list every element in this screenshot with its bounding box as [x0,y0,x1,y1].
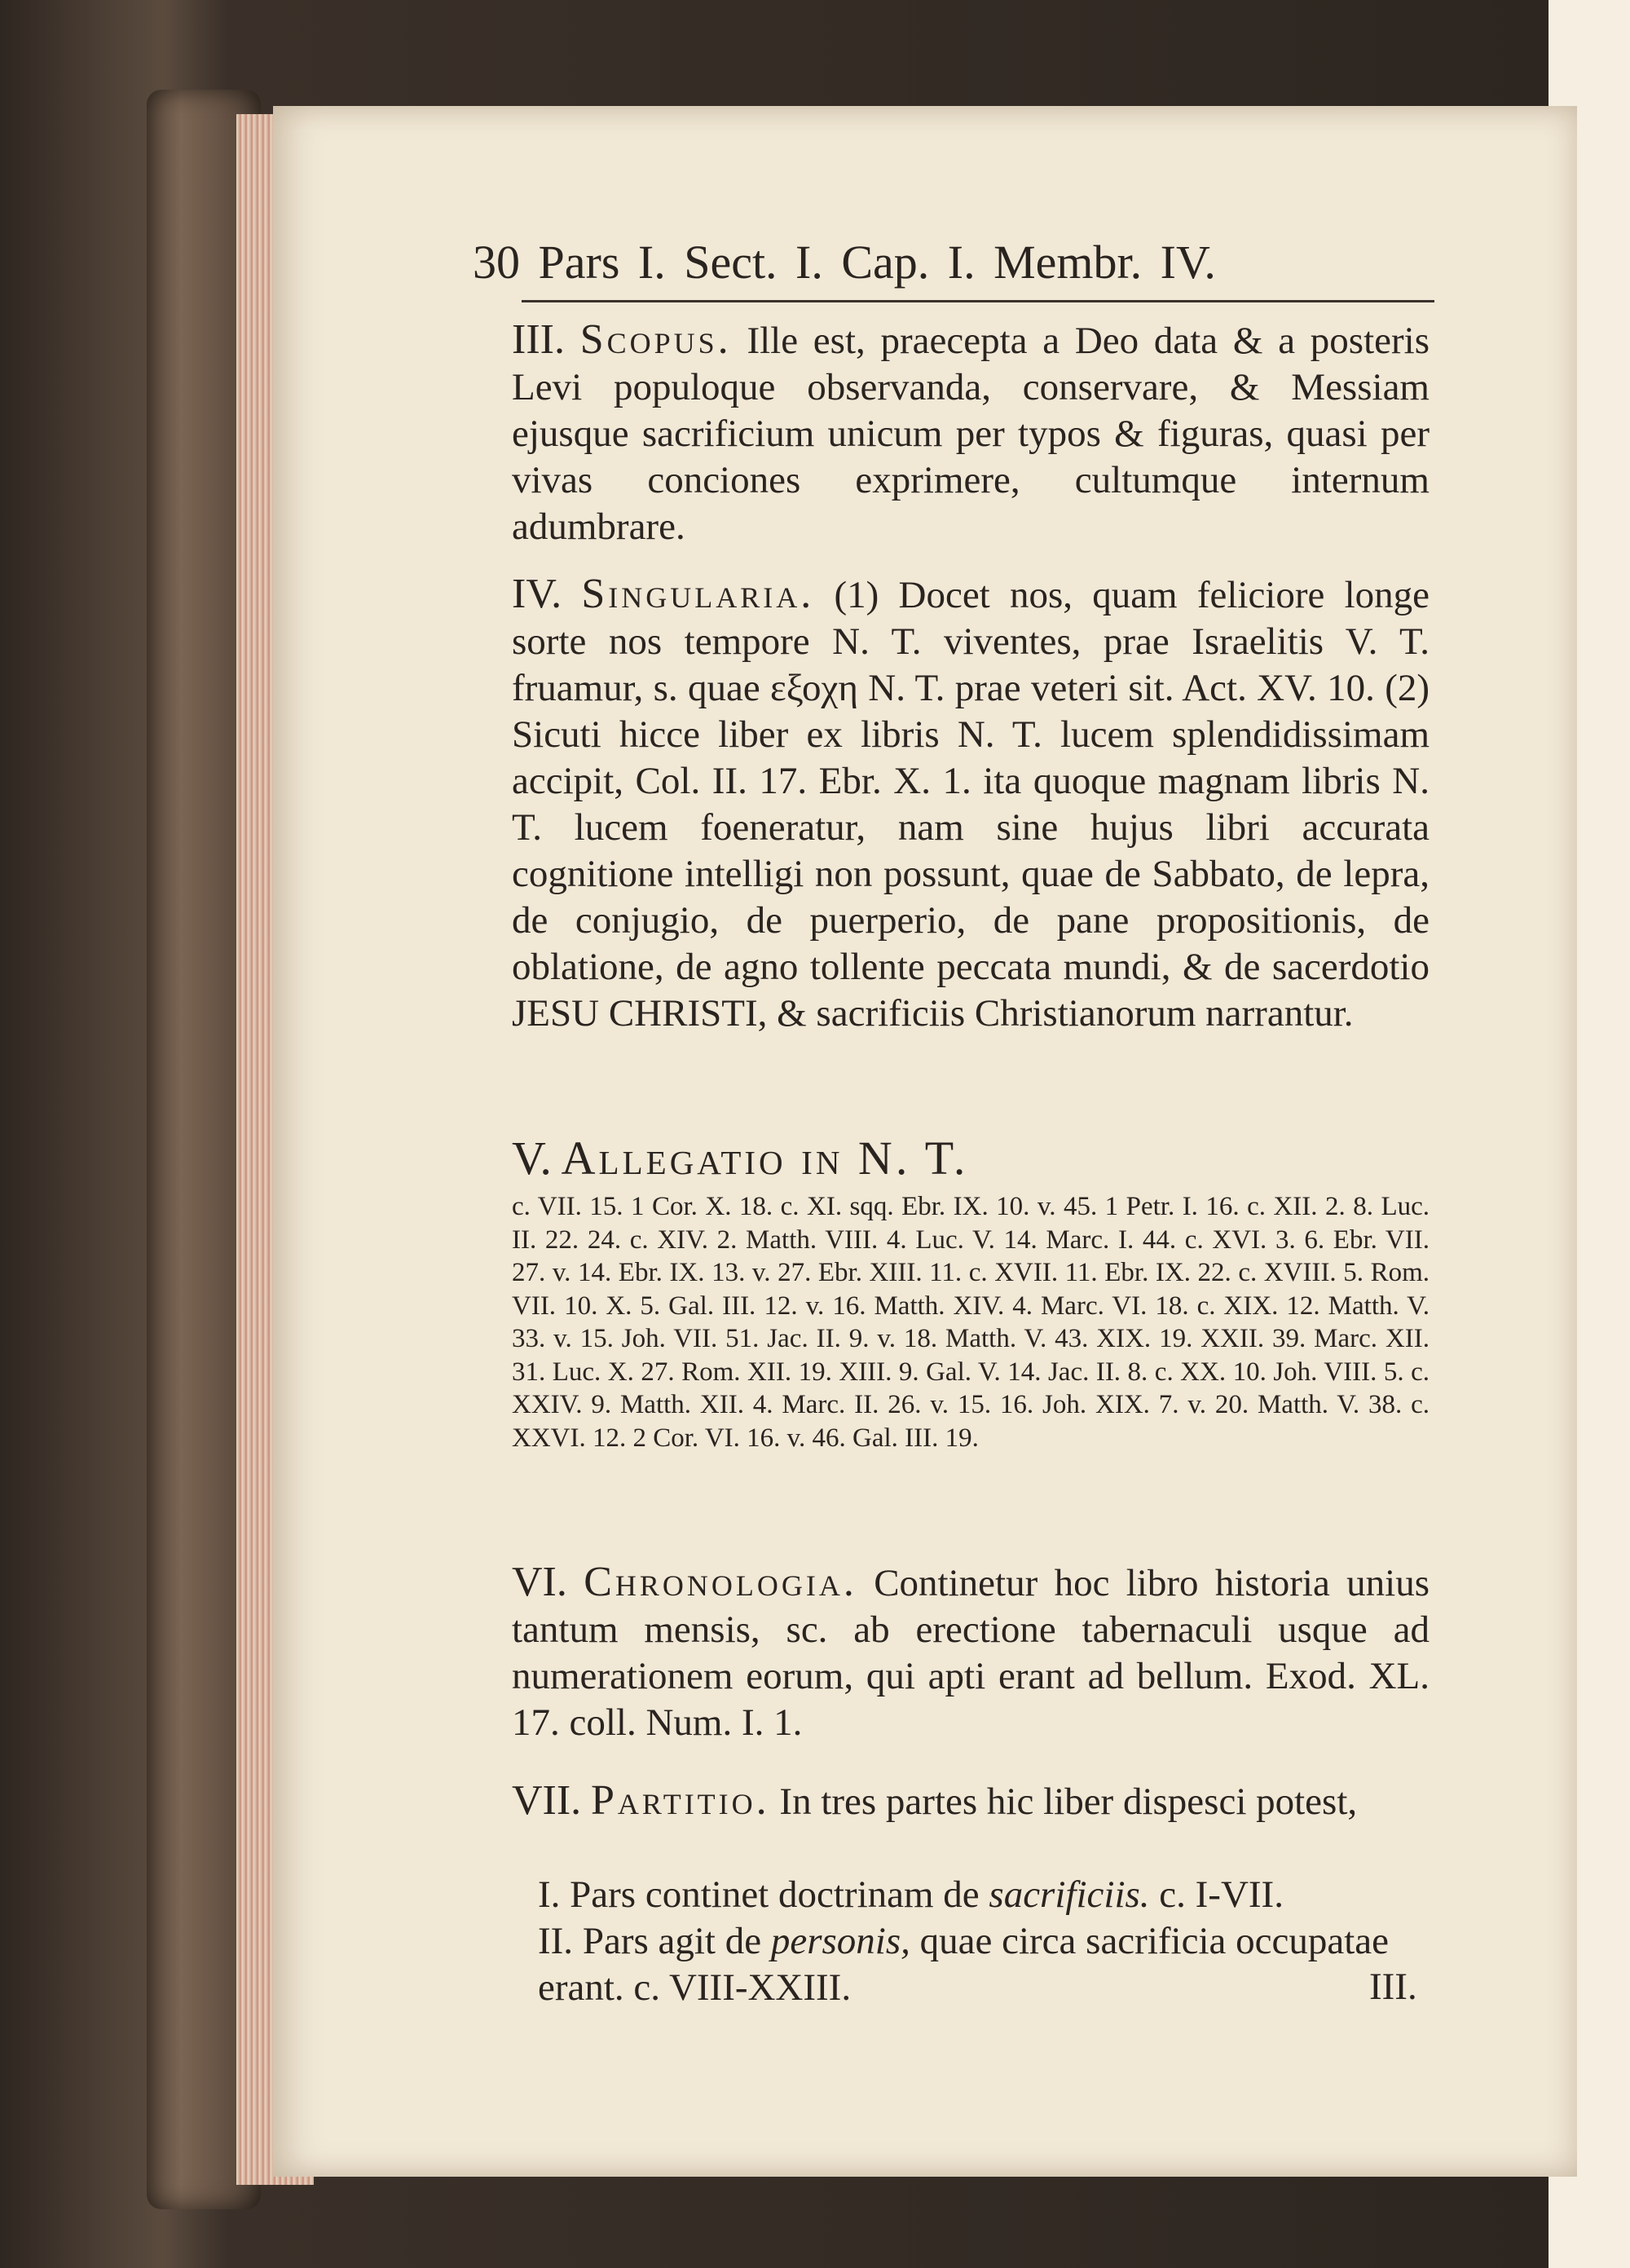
section-allegatio-heading [512,1132,1430,1185]
section-title: Chronologia. [584,1559,857,1605]
section-title: Allegatio in N. T. [561,1132,969,1185]
catchword: III. [1369,1966,1417,2008]
section-singularia [512,571,1430,1037]
partition-item [538,1918,1430,2011]
header-rule [522,300,1434,302]
section-number: III. [512,316,565,363]
section-body: (1) Docet nos, quam feliciore longe sorte nos tempore N. T. viventes, prae Israelitis V. T. fruamur, s. quae εξοχη N. T. prae veteri sit. Act. XV. 10. (2) Sicuti hicce liber ex libris N. T. lucem splendidissimam accipit, Col. II. 17. Ebr. X. 1. ita quoque magnam libris N. T. lucem foeneratur, nam sine hujus libri accurata cognitione intelligi non possunt, quae de Sabbato, de lepra, de conjugio, de puerperio, de pane propositionis, de oblatione, de agno tollente peccata mundi, & de sacerdotio JESU CHRISTI, & sacrificiis Christianorum narrantur. [512,574,1430,1035]
item-number: I. [538,1873,561,1916]
section-allegatio-body: c. VII. 15. 1 Cor. X. 18. c. XI. sqq. Ebr. IX. 10. v. 45. 1 Petr. I. 16. c. XII. 2. 8. Luc. II. 22. 24. c. XIV. 2. Matth. VIII. 4. Luc. V. 14. Marc. I. 44. c. XVI. 3. 6. Ebr. VII. 27. v. 14. Ebr. IX. 13. v. 27. Ebr. XIII. 11. c. XVII. 11. Ebr. IX. 22. c. XVIII. 5. Rom. VII. 10. X. 5. Gal. III. 12. v. 16. Matth. XIV. 4. Marc. VI. 18. c. XIX. 12. Matth. V. 33. v. 15. Joh. VII. 51. Jac. II. 9. v. 18. Matth. V. 43. XIX. 19. XXII. 39. Marc. XII. 31. Luc. X. 27. Rom. XII. 19. XIII. 9. Gal. V. 14. Jac. II. 8. c. XX. 10. Joh. VIII. 5. c. XXIV. 9. Matth. XII. 4. Marc. II. 26. v. 15. 16. Joh. XIX. 7. v. 20. Matth. V. 38. c. XXVI. 12. 2 Cor. VI. 16. v. 46. Gal. III. 19. [512,1192,1430,1453]
section-body: Continetur hoc libro historia unius tantum mensis, sc. ab erectione tabernaculi usque ad numerationem eorum, qui apti erant ad bellum. Exod. XL. 17. coll. Num. I. 1. [512,1562,1430,1744]
section-body: In tres partes hic liber dispesci potest, [779,1780,1358,1823]
item-italic: sacrificiis. [989,1873,1150,1916]
item-ref: c. I-VII. [1159,1873,1284,1916]
item-italic: personis, [770,1920,910,1962]
item-ref: quae circa sacrificia occupatae erant. c. VIII-XXIII. [538,1920,1389,2009]
section-scopus [512,316,1430,550]
section-partitio [512,1777,1430,1825]
item-text: Pars agit de [582,1920,762,1962]
section-number: V. [512,1132,552,1185]
section-body: Ille est, praecepta a Deo data & a posteris Levi populoque observanda, conservare, & Messiam ejusque sacrificium unicum per typos & figuras, quasi per vivas conciones exprimere, cultumque internum adumbrare. [512,320,1430,548]
section-title: Partitio. [590,1777,770,1824]
item-text: Pars continet doctrinam de [570,1873,980,1916]
section-title: Scopus. [579,316,732,363]
item-number: II. [538,1920,574,1962]
page-header: 30 Pars I. Sect. I. Cap. I. Membr. IV. [473,236,1216,289]
section-number: IV. [512,571,562,617]
section-number: VII. [512,1777,582,1824]
section-chronologia [512,1559,1430,1746]
section-title: Singularia. [581,571,815,617]
partition-list [538,1872,1430,2011]
section-number: VI. [512,1559,567,1605]
partition-item [538,1872,1430,1918]
